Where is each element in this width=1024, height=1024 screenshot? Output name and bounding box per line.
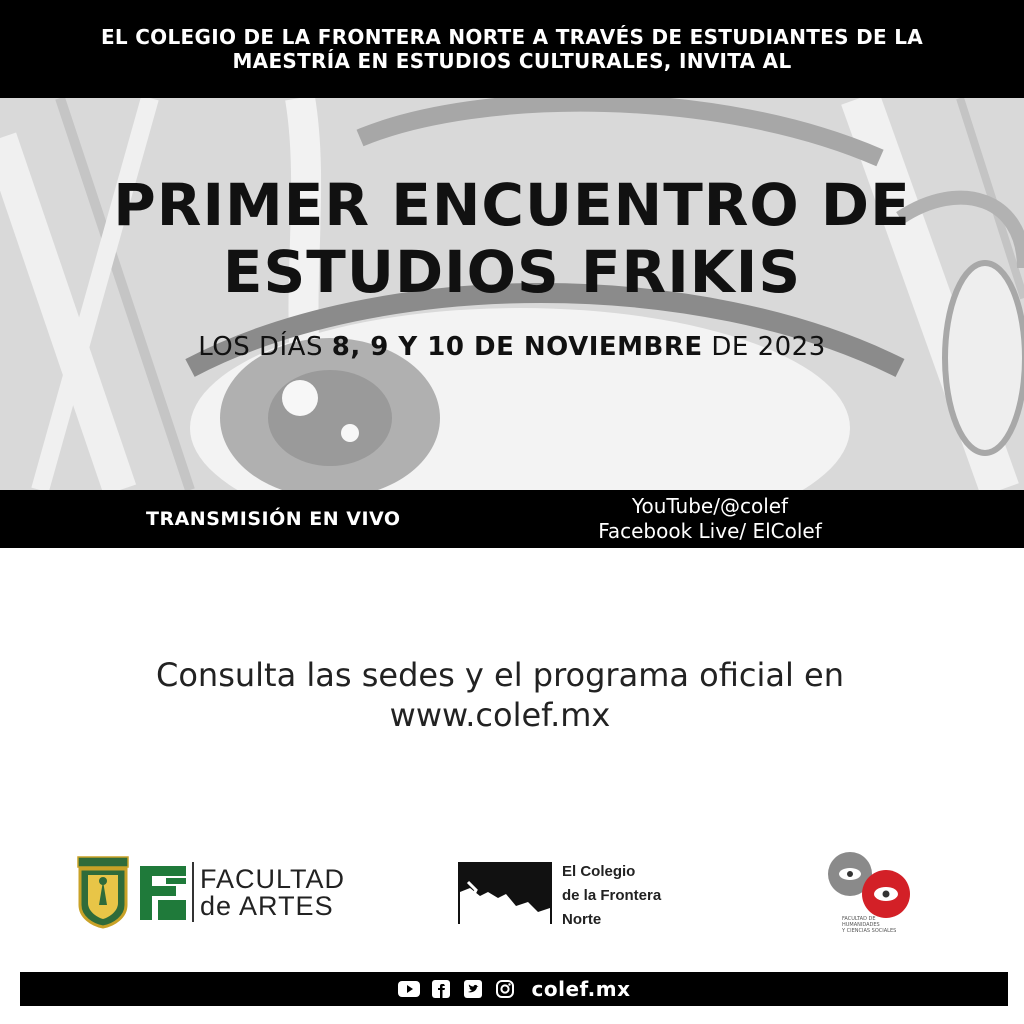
twitter-icon[interactable]	[462, 978, 484, 1000]
header-line-2: MAESTRÍA EN ESTUDIOS CULTURALES, INVITA AL	[232, 49, 792, 73]
consult-text	[0, 655, 1000, 735]
uabc-shield-logo	[76, 855, 130, 929]
fhcs-line-2: HUMANIDADES	[842, 922, 880, 928]
colef-map-logo	[458, 862, 552, 924]
dates-bold: 8, 9 Y 10 DE NOVIEMBRE	[331, 332, 703, 362]
facultad-line-2: de ARTES	[200, 891, 334, 921]
dates-prefix: LOS DÍAS	[198, 332, 332, 362]
colef-line-1: El Colegio	[562, 863, 636, 880]
youtube-icon[interactable]	[398, 978, 420, 1000]
event-title-line-1: PRIMER ENCUENTRO DE	[113, 171, 911, 239]
live-label: TRANSMISIÓN EN VIVO	[146, 508, 401, 530]
event-dates	[0, 332, 1024, 362]
social-footer-bar	[20, 972, 1008, 1006]
facultad-artes-wordmark	[200, 866, 345, 920]
live-links	[560, 494, 860, 544]
facultad-divider	[192, 862, 194, 922]
header-line-1: EL COLEGIO DE LA FRONTERA NORTE A TRAVÉS DE ESTUDIANTES DE LA	[100, 25, 924, 49]
footer-site-link[interactable]: colef.mx	[531, 977, 631, 1001]
consult-line-1: Consulta las sedes y el programa oficial en	[155, 656, 844, 694]
live-stream-bar	[0, 490, 1024, 548]
colef-wordmark	[562, 860, 661, 932]
facultad-line-1: FACULTAD	[200, 864, 346, 894]
facebook-icon[interactable]	[430, 978, 452, 1000]
instagram-icon[interactable]	[494, 978, 516, 1000]
colef-line-2: de la Frontera	[562, 887, 662, 904]
fhcs-line-3: Y CIENCIAS SOCIALES	[842, 928, 897, 934]
header-bar	[0, 0, 1024, 98]
colef-line-3: Norte	[562, 911, 602, 928]
facultad-artes-mark	[140, 866, 186, 920]
facebook-link[interactable]: Facebook Live/ ElColef	[598, 519, 822, 543]
event-title-line-2: ESTUDIOS FRIKIS	[222, 238, 802, 306]
website-link[interactable]: www.colef.mx	[389, 696, 611, 734]
dates-suffix: DE 2023	[702, 332, 826, 362]
humanidades-text	[842, 916, 912, 934]
hero-section	[0, 98, 1024, 490]
fhcs-line-1: FACULTAD DE	[842, 916, 876, 922]
youtube-link[interactable]: YouTube/@colef	[631, 494, 789, 518]
